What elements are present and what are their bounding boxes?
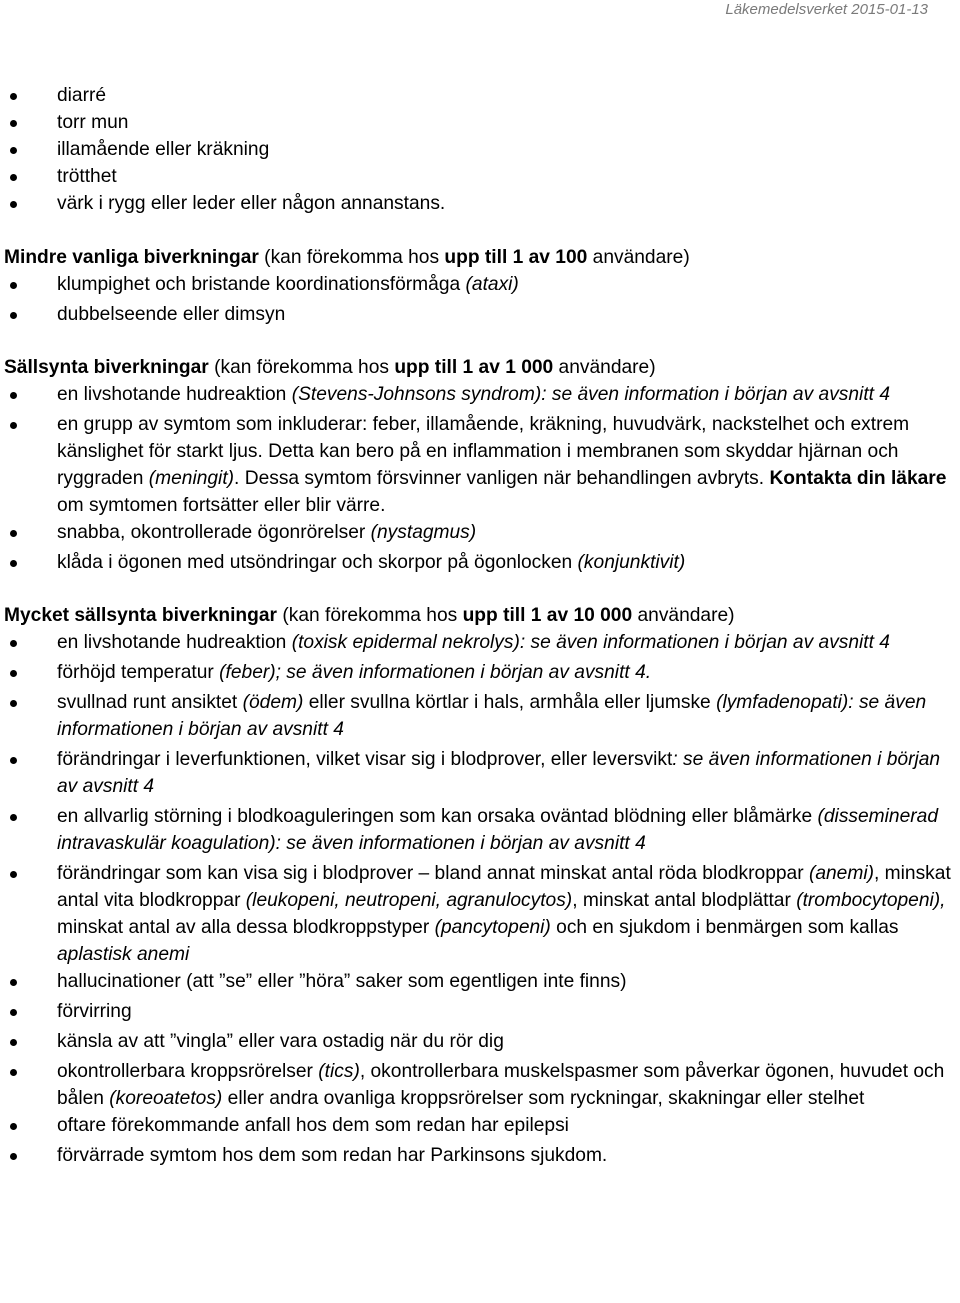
item-text: och en sjukdom i benmärgen som kallas [550,917,899,938]
item-term: (leukopeni, neutropeni, agranulocytos) [245,890,573,911]
item-term: (konjunktivit) [577,552,686,573]
list-item: förvirring [4,998,960,1025]
list-item: känsla av att ”vingla” eller vara ostadig när du rör dig [4,1028,960,1055]
list-item: oftare förekommande anfall hos dem som redan har epilepsi [4,1112,960,1139]
heading-text: (kan förekomma hos [208,357,395,378]
list-item [4,271,960,298]
item-text: förändringar som kan visa sig i blodprover – bland annat minskat antal röda blodkroppar [57,863,809,884]
list-item: illamående eller kräkning [4,136,960,163]
list-item [4,689,960,743]
item-emphasis: Kontakta din läkare [769,468,947,489]
heading-text: användare) [632,605,735,626]
item-text: förhöjd temperatur [57,662,220,683]
item-text: eller andra ovanliga kroppsrörelser som ryckningar, skakningar eller stelhet [222,1088,865,1109]
item-text: klåda i ögonen med utsöndringar och skorpor på ögonlocken [57,552,578,573]
item-term: (Stevens-Johnsons syndrom): se även information i början av avsnitt 4 [291,384,890,405]
item-text: en allvarlig störning i blodkoaguleringen som kan orsaka oväntad blödning eller blåmärke [57,806,818,827]
item-term: (ataxi) [465,274,519,295]
heading-frequency: upp till 1 av 100 [444,247,588,268]
item-text: , minskat antal vita blodkroppar [57,863,951,911]
item-term: (toxisk epidermal nekrolys): se även informationen i början av avsnitt 4 [291,632,890,653]
list-item [4,381,960,408]
list-item [4,1058,960,1112]
item-text: eller svullna körtlar i hals, armhåla eller ljumske [303,692,717,713]
heading-text: användare) [587,247,690,268]
item-text: en livshotande hudreaktion [57,632,292,653]
uncommon-heading [4,244,960,271]
heading-text: (kan förekomma hos [258,247,445,268]
heading-frequency: upp till 1 av 10 000 [462,605,633,626]
list-item: dubbelseende eller dimsyn [4,301,960,328]
item-term: (trombocytopeni), [796,890,946,911]
item-term: aplastisk anemi [57,944,190,965]
item-text: okontrollerbara kroppsrörelser [57,1061,319,1082]
list-item: förvärrade symtom hos dem som redan har Parkinsons sjukdom. [4,1142,960,1169]
item-term: (anemi) [808,863,874,884]
heading-frequency: upp till 1 av 1 000 [394,357,554,378]
list-item: torr mun [4,109,960,136]
rare-side-effects-list [4,381,960,576]
item-term: (tics) [318,1061,360,1082]
heading-bold: Mycket sällsynta biverkningar [4,605,278,626]
item-text: . Dessa symtom försvinner vanligen när behandlingen avbryts. [234,468,770,489]
list-item: värk i rygg eller leder eller någon annanstans. [4,190,960,217]
item-term: : se även informationen i början av avsnitt 4 [57,749,941,797]
item-text: svullnad runt ansiktet [57,692,243,713]
item-text: snabba, okontrollerade ögonrörelser [57,522,371,543]
very-rare-side-effects-list [4,629,960,1169]
heading-text: (kan förekomma hos [277,605,463,626]
item-text: en grupp av symtom som inkluderar: feber, illamående, kräkning, huvudvärk, nackstelhet och extrem känslighet för starkt ljus. Detta kan bero på en inflammation i membranen som skyddar hjärnan och ryggraden [57,414,910,489]
list-item: trötthet [4,163,960,190]
document-header: Läkemedelsverket 2015-01-13 [725,1,928,18]
list-item [4,549,960,576]
list-item [4,746,960,800]
item-term: (koreoatetos) [109,1088,223,1109]
item-term: (nystagmus) [370,522,477,543]
item-term: (pancytopeni) [434,917,551,938]
list-item: hallucinationer (att ”se” eller ”höra” saker som egentligen inte finns) [4,968,960,995]
item-text: , minskat antal blodplättar [572,890,797,911]
item-term: (feber); se även informationen i början av avsnitt 4. [219,662,652,683]
list-item [4,860,960,968]
item-text: klumpighet och bristande koordinationsförmåga [57,274,466,295]
list-item [4,629,960,656]
item-term: (disseminerad intravaskulär koagulation): se även informationen i början av avsnitt 4 [57,806,939,854]
list-item: diarré [4,82,960,109]
list-item [4,803,960,857]
document-body [4,82,960,1169]
list-item [4,659,960,686]
heading-text: användare) [553,357,656,378]
item-text: en livshotande hudreaktion [57,384,292,405]
item-text: förändringar i leverfunktionen, vilket visar sig i blodprover, eller leversvikt [57,749,673,770]
item-term: (lymfadenopati): se även informationen i början av avsnitt 4 [57,692,927,740]
item-text: minskat antal av alla dessa blodkroppstyper [57,917,435,938]
common-side-effects-list [4,82,960,217]
rare-heading [4,354,960,381]
uncommon-side-effects-list [4,271,960,328]
heading-bold: Sällsynta biverkningar [4,357,209,378]
item-term: (ödem) [242,692,304,713]
list-item [4,519,960,546]
heading-bold: Mindre vanliga biverkningar [4,247,259,268]
very-rare-heading [4,602,960,629]
item-text: , okontrollerbara muskelspasmer som påverkar ögonen, huvudet och bålen [57,1061,945,1109]
item-term: (meningit) [148,468,235,489]
item-text: om symtomen fortsätter eller blir värre. [57,495,386,516]
list-item [4,411,960,519]
